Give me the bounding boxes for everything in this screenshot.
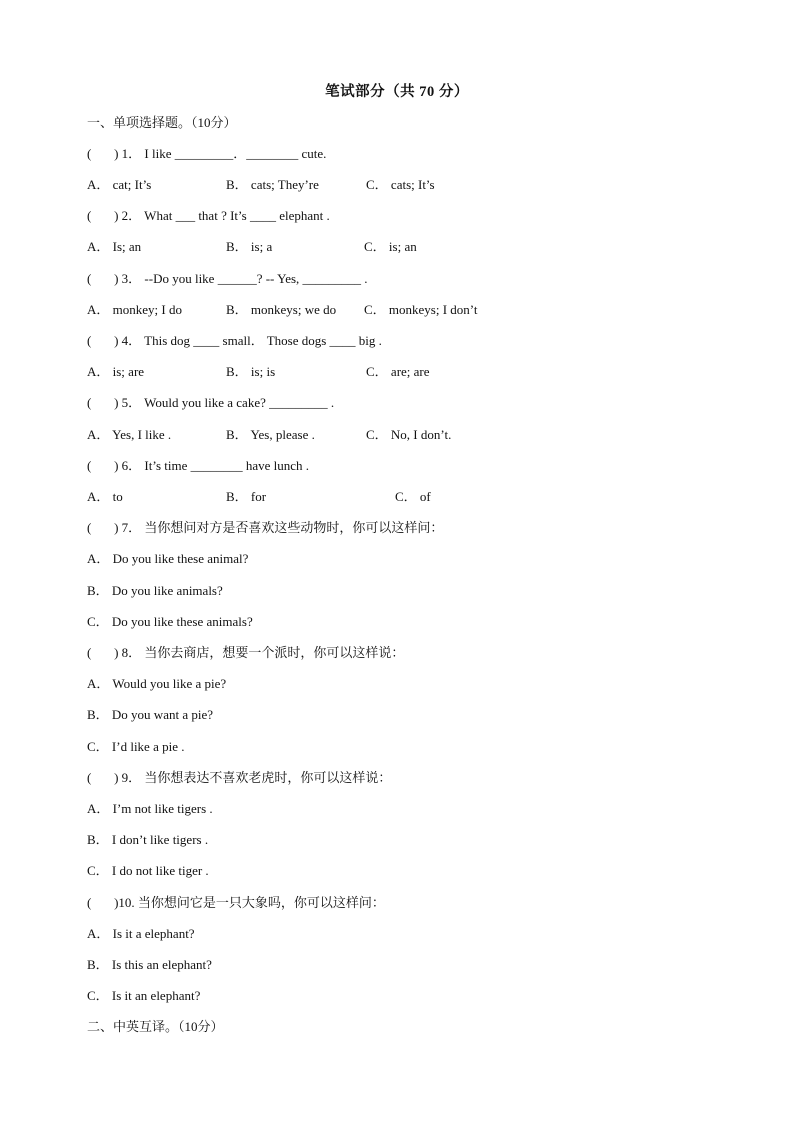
question-5-stem: ( ) 5． Would you like a cake? _________ . bbox=[87, 395, 335, 410]
question-4-option-b: B． is; is bbox=[226, 364, 276, 379]
question-9-option-c: C． I do not like tiger . bbox=[87, 863, 209, 878]
question-3-option-a: A． monkey; I do bbox=[87, 302, 182, 317]
question-1-option-b: B． cats; They’re bbox=[226, 177, 319, 192]
question-4-option-a: A． is; are bbox=[87, 364, 145, 379]
question-10-option-a: A． Is it a elephant? bbox=[87, 926, 195, 941]
question-1-option-c: C． cats; It’s bbox=[366, 177, 435, 192]
question-6-option-b: B． for bbox=[226, 489, 267, 504]
question-1-option-a: A． cat; It’s bbox=[87, 177, 152, 192]
question-8-option-a: A． Would you like a pie? bbox=[87, 676, 227, 691]
question-2-stem: ( ) 2． What ___ that ? It’s ____ elephant . bbox=[87, 208, 330, 223]
question-10-stem: ( )10. 当你想问它是一只大象吗，你可以这样问： bbox=[87, 895, 385, 910]
question-5-option-c: C． No, I don’t. bbox=[366, 427, 452, 442]
question-4-option-c: C． are; are bbox=[366, 364, 430, 379]
question-7-option-b: B． Do you like animals? bbox=[87, 583, 223, 598]
question-3-option-b: B． monkeys; we do bbox=[226, 302, 337, 317]
question-10-option-b: B． Is this an elephant? bbox=[87, 957, 212, 972]
question-8-option-c: C． I’d like a pie . bbox=[87, 739, 185, 754]
question-6-option-c: C． of bbox=[395, 489, 431, 504]
question-6-option-a: A． to bbox=[87, 489, 123, 504]
question-8-stem: ( ) 8． 当你去商店，想要一个派时，你可以这样说： bbox=[87, 645, 405, 660]
question-4-stem: ( ) 4． This dog ____ small． Those dogs ____ big . bbox=[87, 333, 382, 348]
question-5-option-b: B． Yes, please . bbox=[226, 427, 315, 442]
question-9-stem: ( ) 9． 当你想表达不喜欢老虎时，你可以这样说： bbox=[87, 770, 392, 785]
question-10-option-c: C． Is it an elephant? bbox=[87, 988, 201, 1003]
question-1-stem: ( ) 1． I like _________．________ cute. bbox=[87, 146, 327, 161]
question-5-option-a: A． Yes, I like . bbox=[87, 427, 172, 442]
question-3-stem: ( ) 3． --Do you like ______? -- Yes, _________ . bbox=[87, 271, 368, 286]
question-2-option-b: B． is; a bbox=[226, 239, 273, 254]
question-6-stem: ( ) 6． It’s time ________ have lunch . bbox=[87, 458, 310, 473]
question-7-stem: ( ) 7． 当你想问对方是否喜欢这些动物时，你可以这样问： bbox=[87, 520, 444, 535]
question-9-option-b: B． I don’t like tigers . bbox=[87, 832, 209, 847]
section-heading-1: 一、单项选择题。（10分） bbox=[87, 115, 237, 130]
question-3-option-c: C． monkeys; I don’t bbox=[364, 302, 478, 317]
question-8-option-b: B． Do you want a pie? bbox=[87, 707, 214, 722]
question-2-option-a: A． Is; an bbox=[87, 239, 142, 254]
question-2-option-c: C． is; an bbox=[364, 239, 417, 254]
question-7-option-c: C． Do you like these animals? bbox=[87, 614, 253, 629]
page-title: 笔试部分（共 70 分） bbox=[325, 84, 469, 100]
question-7-option-a: A． Do you like these animal? bbox=[87, 551, 249, 566]
section-heading-2: 二、中英互译。（10分） bbox=[87, 1019, 224, 1034]
question-9-option-a: A． I’m not like tigers . bbox=[87, 801, 213, 816]
